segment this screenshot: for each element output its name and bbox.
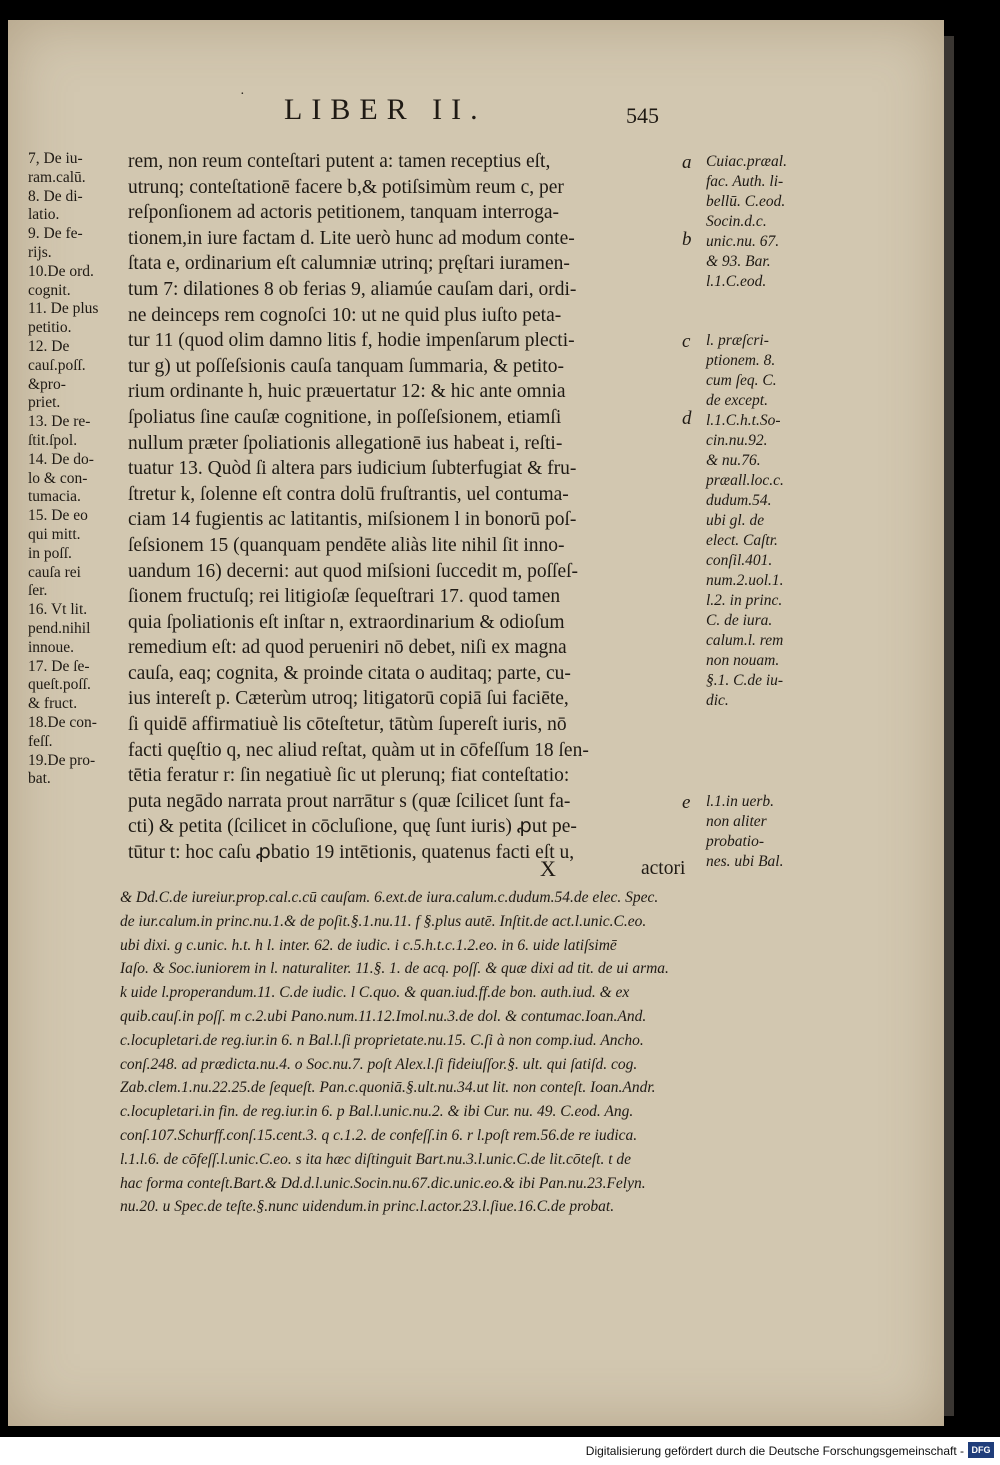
reference-line: fac. Auth. li- bbox=[706, 173, 784, 190]
text-line: tētia feratur r: ſin negatiuè ſic ut plerunq; fiat conteſtatio: bbox=[128, 765, 570, 787]
text-line: uandum 16) decerni: aut quod miſsioni ſuccedit m, poſſeſ- bbox=[128, 560, 579, 582]
reference-line: l. præſcri- bbox=[706, 332, 769, 350]
footnote-line: c.locupletari.in fin. de reg.iur.in 6. p Bal.l.unic.nu.2. & ibi Cur. nu. 49. C.eod. Ang. bbox=[120, 1103, 634, 1121]
summary-item: cauſa rei bbox=[28, 563, 81, 581]
summary-item: 19.De pro- bbox=[28, 751, 96, 769]
reference-line: dudum.54. bbox=[706, 492, 772, 510]
reference-line: l.1.C.eod. bbox=[706, 273, 767, 290]
reference-line: Cuiac.præal. bbox=[706, 153, 787, 170]
footnote-line: k uide l.properandum.11. C.de iudic. l C.quo. & quan.iud.ff.de bon. auth.iud. & ex bbox=[120, 984, 630, 1002]
text-line: nullum præter ſpoliationis allegationē ius habeat i, reſti- bbox=[128, 432, 563, 454]
reference-marker: a bbox=[682, 152, 692, 173]
summary-item: cognit. bbox=[28, 281, 71, 299]
text-line: reſponſionem ad actoris petitionem, tanquam interroga- bbox=[128, 202, 560, 224]
footnote-line: ubi dixi. g c.unic. h.t. h l. inter. 62. de iudic. i c.5.h.t.c.1.2.eo. in 6. uide latiſsimē bbox=[120, 936, 617, 954]
text-line: tum 7: dilationes 8 ob ferias 9, aliamúe cauſam dari, ordi- bbox=[128, 278, 577, 300]
footnote-line: l.1.l.6. de cōfeſſ.l.unic.C.eo. s ita hæc diſtinguit Bart.nu.3.l.unic.C.de lit.cōteſt. t de bbox=[120, 1150, 632, 1168]
signature-mark: X bbox=[540, 856, 556, 881]
scanned-page bbox=[8, 20, 944, 1426]
funding-footer bbox=[0, 1437, 1000, 1465]
footnote-line: de iur.calum.in princ.nu.1.& de poſit.§.1.nu.11. f §.plus autē. Inſtit.de act.l.unic.C.eo. bbox=[120, 912, 647, 930]
ornament: · bbox=[240, 87, 245, 102]
text-line: rium ordinante h, huic præuertatur 12: & hic ante omnia bbox=[128, 381, 566, 403]
footnote-line: hac forma conteſt.Bart.& Dd.d.l.unic.Socin.nu.67.dic.unic.eo.& ibi Pan.nu.23.Felyn. bbox=[120, 1174, 646, 1192]
text-line: tur g) ut poſſeſsionis cauſa tanquam ſummaria, & petito- bbox=[128, 355, 564, 377]
reference-line: l.1.C.h.t.So- bbox=[706, 412, 781, 430]
summary-item: 14. De do- bbox=[28, 450, 94, 468]
summary-item: 11. De plus bbox=[28, 300, 99, 318]
summary-item: priet. bbox=[28, 394, 61, 412]
text-line: ſpoliatus ſine cauſæ cognitione, in poſſeſsionem, etiamſi bbox=[128, 406, 562, 428]
summary-item: 13. De re- bbox=[28, 413, 91, 431]
footnote-line: quib.cauſ.in poſſ. m c.2.ubi Pano.num.11.12.Imol.nu.3.de dol. & contumac.Ioan.And. bbox=[120, 1007, 647, 1025]
text-line: rem, non reum conteſtari putent a: tamen receptius eſt, bbox=[128, 151, 551, 172]
summary-item: 8. De di- bbox=[28, 187, 83, 205]
summary-item: 9. De fe- bbox=[28, 225, 83, 243]
summary-item: in poſſ. bbox=[28, 544, 72, 562]
text-line: utrunq; conteſtationē facere b,& potiſsimùm reum c, per bbox=[128, 176, 564, 198]
summary-item: pend.nihil bbox=[28, 619, 91, 637]
text-line: ſionem fructuſq; rei litigioſæ ſequeſtrari 17. quod tamen bbox=[128, 586, 561, 608]
running-title: LIBER II. bbox=[284, 93, 487, 126]
summary-item: innoue. bbox=[28, 638, 75, 656]
reference-line: num.2.uol.1. bbox=[706, 572, 784, 590]
main-text bbox=[128, 149, 688, 866]
summary-item: ram.calū. bbox=[28, 168, 86, 186]
catchword: actori bbox=[641, 858, 686, 879]
text-line: ius intereſt p. Cæterùm utroq; litigatorū copiā ſui faciēte, bbox=[128, 688, 569, 710]
reference-line: præall.loc.c. bbox=[706, 472, 784, 490]
summary-item: feſſ. bbox=[28, 732, 53, 750]
page-number: 545 bbox=[626, 103, 659, 128]
reference-line: unic.nu. 67. bbox=[706, 233, 780, 250]
reference-marker: b bbox=[682, 228, 692, 250]
footnote-line: nu.20. u Spec.de teſte.§.nunc uidendum.in princ.l.actor.23.l.ſiue.16.C.de probat. bbox=[120, 1198, 615, 1216]
text-line: tūtur t: hoc caſu ꝓbatio 19 intētionis, quatenus facti eſt u, bbox=[128, 842, 575, 864]
reference-line: conſil.401. bbox=[706, 552, 773, 570]
page-header bbox=[8, 85, 944, 128]
text-line: ſeſsionem 15 (quanquam pendēte aliàs lite nihil ſit inno- bbox=[128, 534, 565, 556]
text-line: tur 11 (quod olim damno litis f, hodie impenſarum plecti- bbox=[128, 330, 575, 352]
text-line: quia ſpoliationis eſt inſtar n, extraordinarium & odioſum bbox=[128, 611, 565, 633]
reference-line: & 93. Bar. bbox=[706, 253, 771, 270]
reference-line: nes. ubi Bal. bbox=[706, 853, 784, 870]
reference-line: non nouam. bbox=[706, 652, 780, 670]
footnote-line: conſ.107.Schurff.conſ.15.cent.3. q c.1.2. de confeſſ.in 6. r l.poſt rem.56.de re iudica. bbox=[120, 1126, 638, 1144]
footnote-line: Zab.clem.1.nu.22.25.de ſequeſt. Pan.c.quoniā.§.ult.nu.34.ut lit. non conteſt. Ioan.Andr. bbox=[120, 1079, 656, 1097]
summary-item: 10.De ord. bbox=[28, 262, 94, 280]
reference-line: & nu.76. bbox=[706, 452, 761, 470]
summary-item: 18.De con- bbox=[28, 713, 97, 731]
summary-item: 12. De bbox=[28, 337, 70, 355]
reference-line: elect. Caſtr. bbox=[706, 532, 778, 550]
reference-marker: e bbox=[682, 792, 691, 813]
summary-item: lo & con- bbox=[28, 469, 88, 487]
text-line: ſtretur k, ſolenne eſt contra dolū fruſtrantis, uel contuma- bbox=[128, 483, 569, 505]
reference-line: de except. bbox=[706, 392, 768, 410]
reference-line: calum.l. rem bbox=[706, 632, 784, 650]
summary-item: cauſ.poſſ. bbox=[28, 356, 86, 374]
text-line: ſi quidē affirmatiuè lis cōteſtetur, tātùm ſupereſt iuris, nō bbox=[128, 714, 567, 736]
catch-line bbox=[128, 856, 688, 884]
text-line: cauſa, eaq; cognita, & proinde citata o auditaq; parte, cu- bbox=[128, 662, 571, 684]
summary-item: rijs. bbox=[28, 243, 52, 261]
summary-item: petitio. bbox=[28, 319, 72, 337]
summary-item: qui mitt. bbox=[28, 525, 81, 543]
marginal-summary bbox=[28, 150, 130, 789]
reference-line: C. de iura. bbox=[706, 612, 773, 630]
reference-line: cin.nu.92. bbox=[706, 432, 768, 450]
summary-item: 16. Vt lit. bbox=[28, 601, 88, 619]
reference-line: §.1. C.de iu- bbox=[706, 672, 784, 690]
summary-item: queſt.poſſ. bbox=[28, 676, 91, 694]
footnote-line: Iaſo. & Soc.iuniorem in l. naturaliter. 11.§. 1. de acq. poſſ. & quæ dixi ad tit. de ui arma. bbox=[120, 960, 669, 978]
reference-line: l.2. in princ. bbox=[706, 592, 783, 610]
summary-item: 15. De eo bbox=[28, 507, 88, 525]
summary-item: tumacia. bbox=[28, 488, 81, 506]
reference-line: dic. bbox=[706, 692, 729, 710]
reference-line: l.1.in uerb. bbox=[706, 793, 775, 810]
text-line: ciam 14 fugientis ac latitantis, miſsionem l in bonorū poſ- bbox=[128, 509, 577, 531]
text-line: facti quęſtio q, nec aliud reſtat, quàm ut in cōfeſſum 18 ſen- bbox=[128, 739, 589, 761]
reference-line: probatio- bbox=[706, 833, 764, 850]
summary-item: 17. De ſe- bbox=[28, 657, 90, 675]
footnote-line: & Dd.C.de iureiur.prop.cal.c.cū cauſam. 6.ext.de iura.calum.c.dudum.54.de elec. Spec. bbox=[120, 889, 659, 906]
reference-line: ptionem. 8. bbox=[706, 352, 776, 370]
text-line: ſtata e, ordinarium eſt calumniæ utrinq; pręſtari iuramen- bbox=[128, 253, 570, 275]
page-edge bbox=[944, 36, 954, 1416]
text-line: puta negādo narrata prout narrātur s (quæ ſcilicet ſunt fa- bbox=[128, 790, 571, 812]
reference-line: bellū. C.eod. bbox=[706, 193, 786, 210]
text-line: tuatur 13. Quòd ſi altera pars iudicium ſubterfugiat & fru- bbox=[128, 458, 577, 480]
summary-item: ſtit.ſpol. bbox=[28, 431, 78, 449]
text-line: remedium eſt: ad quod perueniri nō debet, niſi ex magna bbox=[128, 637, 567, 659]
text-line: tionem,in iure factam d. Lite uerò hunc ad modum conte- bbox=[128, 227, 575, 249]
summary-item: & fruct. bbox=[28, 695, 78, 713]
footnote-line: c.locupletari.de reg.iur.in 6. n Bal.l.ſi proprietate.nu.15. C.ſi à non comp.iud. Ancho. bbox=[120, 1031, 644, 1049]
footnotes bbox=[120, 886, 820, 1219]
footnote-line: conſ.248. ad prædicta.nu.4. o Soc.nu.7. poſt Alex.l.ſi fideiuſſor.§. ult. qui ſatiſd. cog. bbox=[120, 1055, 638, 1073]
reference-marker: d bbox=[682, 408, 692, 429]
summary-item: bat. bbox=[28, 770, 51, 788]
summary-item: ſer. bbox=[28, 582, 48, 600]
reference-line: ubi gl. de bbox=[706, 512, 765, 530]
summary-item: &pro- bbox=[28, 375, 66, 393]
funding-note: Digitalisierung gefördert durch die Deutsche Forschungsgemeinschaft - bbox=[585, 1444, 964, 1458]
reference-line: Socin.d.c. bbox=[706, 213, 767, 230]
reference-line: non aliter bbox=[706, 813, 767, 830]
summary-item: 7, De iu- bbox=[28, 150, 83, 167]
text-line: cti) & petita (ſcilicet in cōcluſione, quę ſunt iuris) ꝓut pe- bbox=[128, 816, 577, 838]
reference-marker: c bbox=[682, 331, 691, 353]
summary-item: latio. bbox=[28, 206, 60, 224]
reference-line: cum ſeq. C. bbox=[706, 372, 777, 390]
dfg-logo: DFG bbox=[968, 1442, 994, 1458]
text-line: ne deinceps rem cognoſci 10: ut ne quid plus iuſto peta- bbox=[128, 304, 562, 326]
